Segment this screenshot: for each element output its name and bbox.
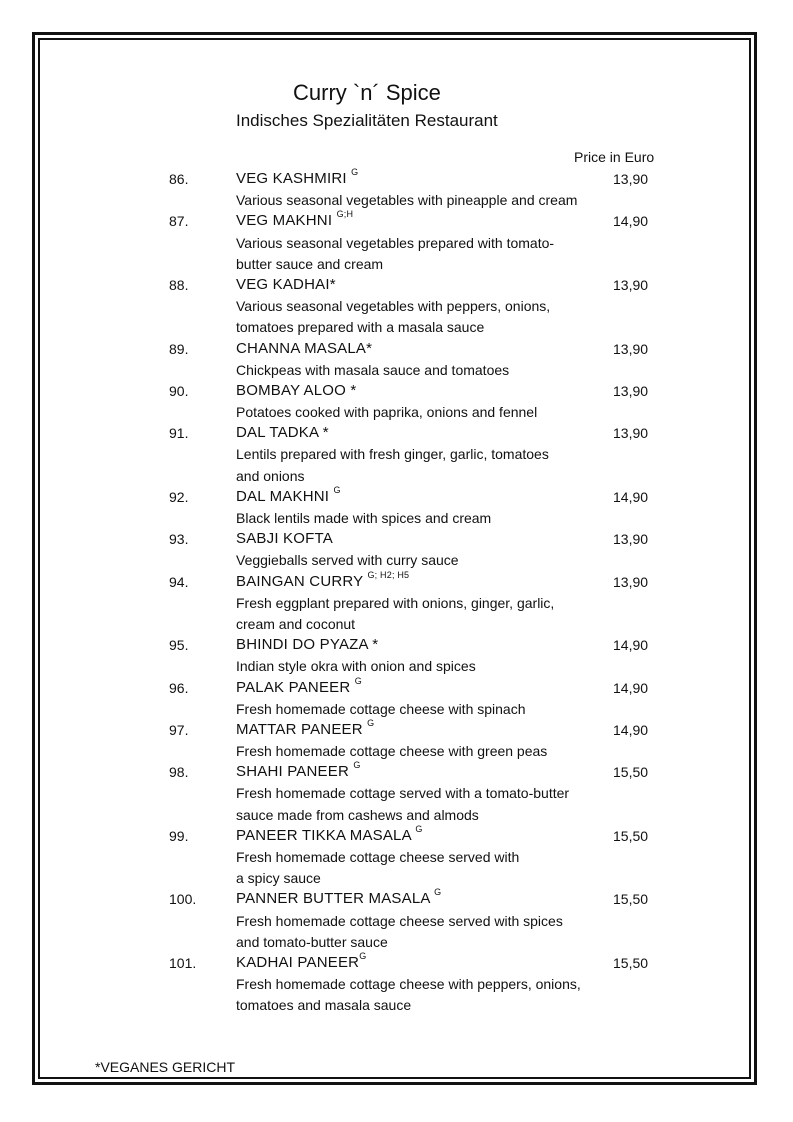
menu-item-number: 88. (169, 276, 189, 293)
allergen-code: G;H (336, 209, 354, 220)
menu-item-description-row (0, 253, 793, 274)
menu-item-description-row (0, 232, 793, 253)
menu-item-price: 15,50 (613, 891, 649, 908)
menu-item-price: 14,90 (613, 637, 649, 654)
menu-item-name-text: VEG KASHMIRI (236, 170, 347, 187)
menu-item-price: 14,90 (613, 679, 649, 696)
menu-item-description-row (0, 846, 793, 867)
menu-item (0, 210, 793, 231)
menu-item-description: Chickpeas with masala sauce and tomatoes (236, 361, 510, 378)
menu-item-description: Indian style okra with onion and spices (236, 658, 476, 675)
menu-item-price: 13,90 (613, 531, 649, 548)
menu-item (0, 825, 793, 846)
menu-item-description: Veggieballs served with curry sauce (236, 552, 459, 569)
menu-item-number: 91. (169, 425, 189, 442)
menu-item-description: a spicy sauce (236, 870, 321, 887)
menu-item-description: Fresh homemade cottage cheese served with (236, 849, 520, 865)
menu-item (0, 634, 793, 655)
menu-item-price: 13,90 (613, 340, 649, 357)
menu-item-price: 13,90 (613, 425, 649, 442)
menu-item-number: 95. (169, 637, 189, 654)
menu-item-description-row (0, 316, 793, 337)
menu-item-description-row (0, 549, 793, 570)
allergen-code: G (359, 950, 367, 961)
menu-item (0, 761, 793, 782)
menu-item (0, 422, 793, 443)
menu-item-description-row (0, 465, 793, 486)
menu-item-name-text: VEG MAKHNI (236, 212, 333, 230)
menu-item-name (236, 530, 333, 547)
menu-item-description-row (0, 443, 793, 464)
allergen-code: G (333, 484, 341, 495)
menu-item-description: Fresh homemade cottage cheese with peppers, onions, (236, 976, 581, 993)
allergen-code: G (415, 823, 423, 834)
menu-item-description: Various seasonal vegetables prepared with tomato- (236, 234, 555, 251)
menu-item-name (236, 569, 410, 590)
menu-item-description: Potatoes cooked with paprika, onions and fennel (236, 404, 538, 421)
menu-item-description: Fresh homemade cottage cheese with green peas (236, 743, 548, 760)
price-column-header: Price in Euro (574, 149, 655, 165)
menu-item-number: 92. (169, 488, 189, 505)
allergen-code: G (351, 167, 359, 177)
menu-item-number: 100. (169, 891, 197, 908)
menu-item (0, 338, 793, 359)
menu-item-description: Fresh eggplant prepared with onions, ginger, garlic, (236, 594, 555, 611)
menu-item-price: 13,90 (613, 171, 649, 187)
menu-item (0, 380, 793, 401)
menu-item-description-row (0, 655, 793, 676)
menu-item-description-row (0, 867, 793, 888)
menu-item-number: 96. (169, 679, 189, 696)
menu-item-name (236, 209, 354, 230)
menu-item (0, 677, 793, 698)
menu-item-name (236, 760, 361, 781)
menu-item-description-row (0, 613, 793, 634)
menu-item-description-row (0, 359, 793, 380)
menu-item-price: 15,50 (613, 827, 649, 844)
menu-item-price: 13,90 (613, 573, 649, 590)
menu-item-name-text: MATTAR PANEER (236, 720, 363, 738)
menu-item-name-text: DAL TADKA * (236, 424, 329, 442)
menu-item-description: and onions (236, 467, 305, 484)
menu-item-name (236, 636, 378, 653)
menu-item-name-text: CHANNA MASALA* (236, 339, 373, 357)
menu-item-number: 87. (169, 213, 189, 230)
menu-item (0, 528, 793, 549)
menu-item-name-text: PANEER TIKKA MASALA (236, 826, 411, 844)
menu-item-number: 98. (169, 764, 189, 781)
menu-item-name (236, 887, 442, 908)
menu-item-price: 15,50 (613, 954, 649, 971)
menu-item-description: Lentils prepared with fresh ginger, garlic, tomatoes (236, 446, 549, 463)
menu-item-description-row (0, 592, 793, 613)
menu-item-description: cream and coconut (236, 615, 356, 632)
menu-item-number: 93. (169, 531, 189, 548)
menu-item-name (236, 424, 329, 441)
menu-item-description-row (0, 782, 793, 803)
allergen-code: G (367, 717, 375, 728)
menu-item-description-row (0, 994, 793, 1015)
menu-item-description: and tomato-butter sauce (236, 933, 388, 950)
menu-item-name (236, 484, 341, 505)
menu-item-description-row (0, 698, 793, 719)
menu-item-price: 15,50 (613, 764, 649, 781)
allergen-code: G; H2; H5 (367, 569, 410, 580)
menu-item (0, 274, 793, 295)
menu-item-description-row (0, 401, 793, 422)
menu-item-price: 14,90 (613, 488, 649, 505)
menu-item-number: 90. (169, 382, 189, 399)
menu-item (0, 719, 793, 740)
menu-item-description: Various seasonal vegetables with peppers, onions, (236, 298, 551, 315)
menu-item-number: 86. (169, 171, 189, 187)
menu-item-description-row (0, 507, 793, 528)
menu-item-name-text: BOMBAY ALOO * (236, 381, 357, 399)
menu-item-description: Black lentils made with spices and cream (236, 510, 492, 526)
menu-item-price: 13,90 (613, 382, 649, 399)
menu-item-description: tomatoes and masala sauce (236, 997, 412, 1014)
menu-item-description-row (0, 931, 793, 952)
menu-item-price: 14,90 (613, 721, 649, 738)
menu-item (0, 486, 793, 507)
menu-item-name (236, 167, 359, 187)
menu-item-description: Fresh homemade cottage cheese served with spices (236, 912, 563, 929)
menu-item-description: sauce made from cashews and almods (236, 806, 479, 823)
menu-item-number: 94. (169, 573, 189, 590)
allergen-code: G (354, 675, 362, 686)
menu-item-number: 89. (169, 340, 189, 357)
menu-item-name-text: KADHAI PANEER (236, 953, 360, 971)
menu-item-price: 14,90 (613, 213, 649, 230)
menu-item-name (236, 950, 367, 971)
menu-item-name-text: DAL MAKHNI (236, 487, 330, 505)
menu-item-description: Fresh homemade cottage cheese with spinach (236, 700, 526, 717)
menu-item-name (236, 276, 336, 293)
menu-item-name-text: SABJI KOFTA (236, 530, 333, 548)
menu-item-name-text: VEG KADHAI* (236, 275, 336, 293)
menu-item-name (236, 675, 362, 696)
menu-item-description-row (0, 804, 793, 825)
menu-item (0, 571, 793, 592)
menu-item-name (236, 717, 375, 738)
menu-item-description-row (0, 973, 793, 994)
menu-item-description: tomatoes prepared with a masala sauce (236, 319, 485, 336)
menu-item-name-text: BHINDI DO PYAZA * (236, 636, 379, 654)
restaurant-subtitle: Indisches Spezialitäten Restaurant (236, 111, 498, 130)
menu-item (0, 168, 793, 189)
menu-item-description-row (0, 740, 793, 761)
menu-item-number: 97. (169, 721, 189, 738)
menu-item-description-row (0, 189, 793, 210)
menu-item-price: 13,90 (613, 276, 649, 293)
menu-item-name-text: BAINGAN CURRY (236, 572, 364, 590)
menu-item-description: butter sauce and cream (236, 255, 384, 272)
menu-item-name-text: PALAK PANEER (236, 678, 351, 696)
menu-list (0, 168, 793, 1016)
vegan-footnote: *VEGANES GERICHT (95, 1059, 236, 1075)
menu-item-name (236, 823, 423, 844)
menu-item (0, 888, 793, 909)
menu-item (0, 952, 793, 973)
allergen-code: G (434, 887, 442, 898)
menu-item-description-row (0, 910, 793, 931)
menu-item-name (236, 340, 372, 357)
menu-item-number: 101. (169, 954, 197, 971)
menu-item-name-text: PANNER BUTTER MASALA (236, 890, 430, 908)
menu-item-name-text: SHAHI PANEER (236, 763, 349, 781)
menu-item-description-row (0, 295, 793, 316)
menu-item-name (236, 382, 356, 399)
menu-item-number: 99. (169, 827, 189, 844)
allergen-code: G (353, 760, 361, 771)
menu-item-description: Fresh homemade cottage served with a tomato-butter (236, 785, 570, 802)
restaurant-title: Curry `n´ Spice (293, 80, 441, 105)
menu-item-description: Various seasonal vegetables with pineapple and cream (236, 192, 578, 209)
